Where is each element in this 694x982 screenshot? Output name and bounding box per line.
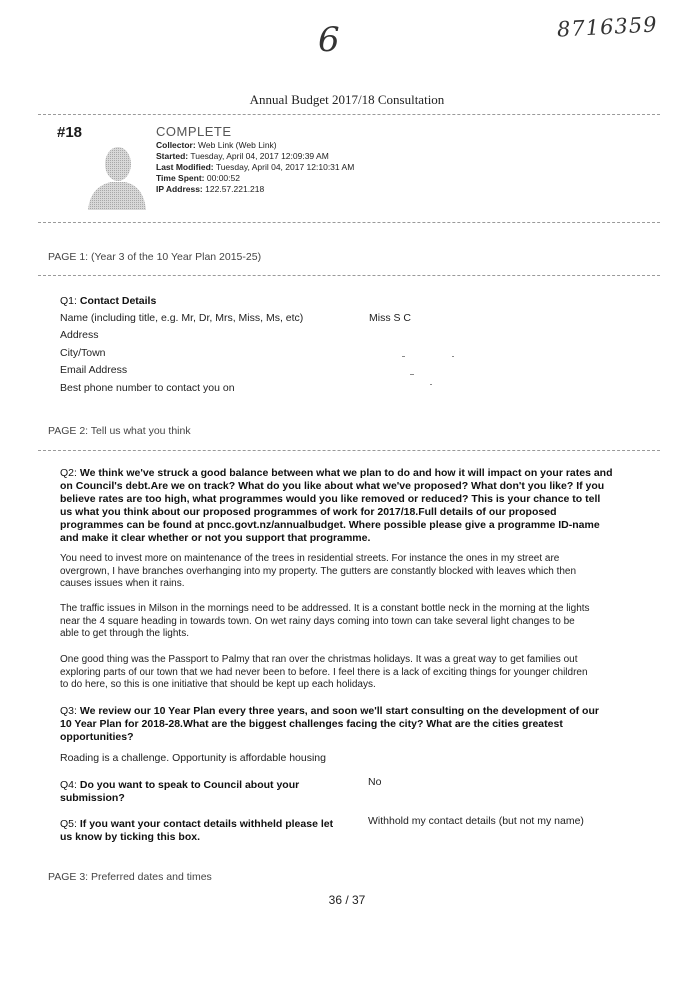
- q1-title: Q1: Contact Details: [60, 295, 157, 307]
- page3-heading: PAGE 3: Preferred dates and times: [48, 871, 212, 883]
- field-label-phone: Best phone number to contact you on: [60, 382, 235, 394]
- handwritten-page-number: 6: [318, 20, 340, 60]
- field-label-address: Address: [60, 329, 99, 341]
- avatar: [84, 140, 148, 210]
- q2-question: Q2: We think we've struck a good balance between what we plan to do and how it will impact on your rates and on Council's debt.Are we on track? What do you like about what we've proposed? What don't you like? If you believe rates are too high, what programmes would you like removed or reduced? This is your chance to tell us what you think about our proposed programmes of work for 2017/18.Full details of our proposed programmes can be found at pncc.govt.nz/annualbudget. Where possible please give a programme ID-name and make it clear whether or not you support that programme.: [60, 467, 613, 544]
- redaction-mark: [452, 356, 454, 357]
- last-modified-row: Last Modified: Tuesday, April 04, 2017 12:10:31 AM: [156, 162, 355, 172]
- field-label-city: City/Town: [60, 347, 106, 359]
- page1-heading: PAGE 1: (Year 3 of the 10 Year Plan 2015-25): [48, 251, 262, 263]
- q2-answer-paragraph-3: One good thing was the Passport to Palmy that ran over the christmas holidays. It was a great way to get families out exploring parts of our town that we had never been to before. I feel there is a lack of exciting things for younger children to do here, so this is one initiative that should be kept up each holidays.: [60, 654, 588, 690]
- q3-answer: Roading is a challenge. Opportunity is affordable housing: [60, 752, 326, 764]
- q2-answer-paragraph-2: The traffic issues in Milson in the mornings need to be addressed. It is a constant bottle neck in the morning at the lights near the 4 square heading in towards town. On wet rainy days coming into town can take several light changes to be able to get through the lights.: [60, 603, 590, 639]
- started-row: Started: Tuesday, April 04, 2017 12:09:39 AM: [156, 151, 329, 161]
- time-spent-row: Time Spent: 00:00:52: [156, 173, 240, 183]
- page2-heading: PAGE 2: Tell us what you think: [48, 425, 191, 437]
- status-complete: COMPLETE: [156, 124, 232, 139]
- field-label-name: Name (including title, e.g. Mr, Dr, Mrs, Miss, Ms, etc): [60, 312, 304, 324]
- field-label-email: Email Address: [60, 364, 128, 376]
- collector-row: Collector: Web Link (Web Link): [156, 140, 277, 150]
- divider: [38, 450, 660, 451]
- handwritten-document-id: 8716359: [556, 12, 659, 42]
- q3-question: Q3: We review our 10 Year Plan every three years, and soon we'll start consulting on the development of our 10 Year Plan for 2018-28.What are the biggest challenges facing the city? What are the cities greatest opportunities?: [60, 705, 599, 743]
- response-metadata: [156, 140, 354, 195]
- page-indicator: 36 / 37: [328, 893, 366, 907]
- ip-address-row: IP Address: 122.57.221.218: [156, 184, 265, 194]
- divider: [38, 114, 660, 115]
- redaction-mark: [410, 374, 414, 375]
- q5-answer: Withhold my contact details (but not my name): [368, 815, 584, 827]
- redaction-mark: [402, 356, 405, 357]
- q2-answer-paragraph-1: You need to invest more on maintenance of the trees in residential streets. For instance the ones in my street are overgrown, I have branches overhanging into my property. The gutters are constantly blocked with leaves which then causes issues when it rains.: [60, 553, 577, 589]
- response-number: #18: [57, 124, 83, 141]
- divider: [38, 275, 660, 276]
- field-value-name: Miss S C: [369, 312, 411, 324]
- q4-question: Q4: Do you want to speak to Council about your submission?: [60, 779, 300, 804]
- redaction-mark: [430, 384, 432, 385]
- document-title: Annual Budget 2017/18 Consultation: [249, 92, 445, 107]
- q5-question: Q5: If you want your contact details withheld please let us know by ticking this box.: [60, 818, 334, 843]
- q4-answer: No: [368, 776, 382, 788]
- divider: [38, 222, 660, 223]
